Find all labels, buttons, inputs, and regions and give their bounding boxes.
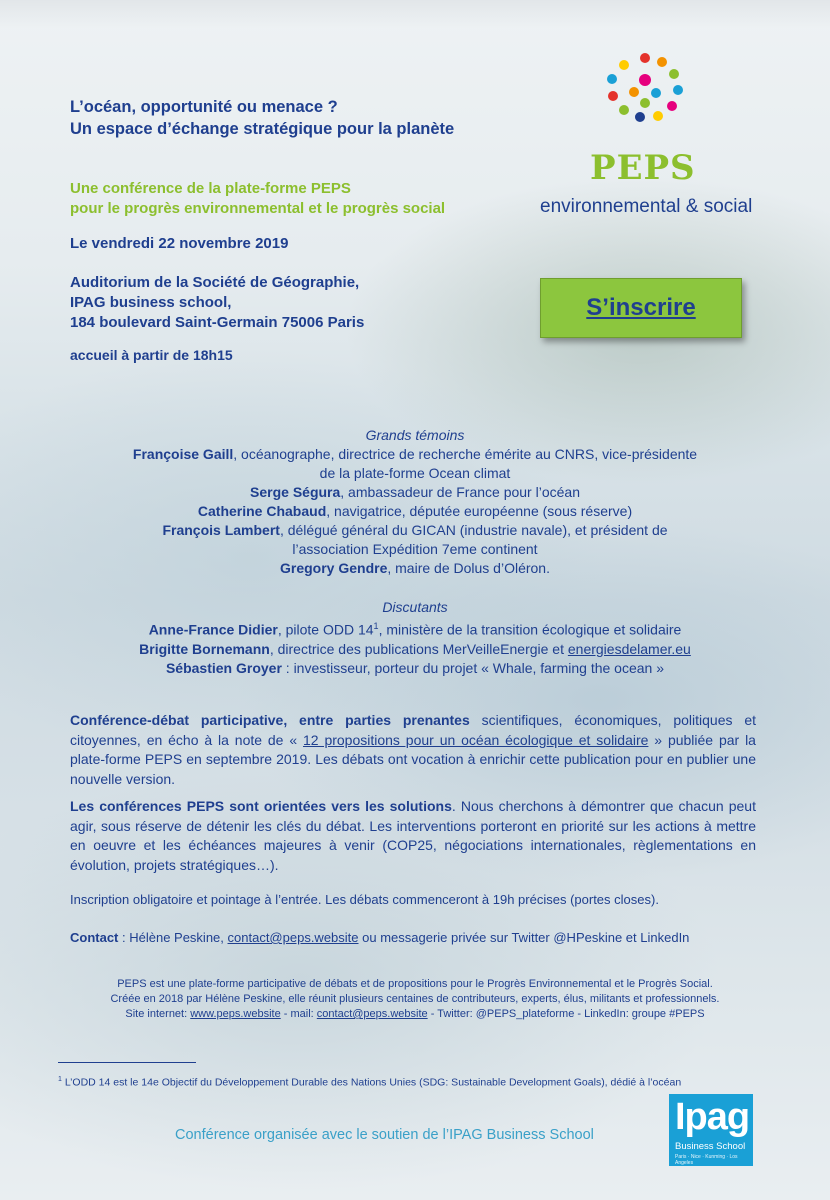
temoin-desc: , ambassadeur de France pour l’océan: [340, 484, 580, 500]
temoin-4: [40, 521, 790, 540]
event-title: [70, 96, 454, 140]
grands-temoins-section: [40, 426, 790, 578]
temoin-desc: , délégué général du GICAN (industrie navale), et président de: [279, 522, 668, 538]
temoin-5: [40, 559, 790, 578]
subtitle-line-2: pour le progrès environnemental et le progrès social: [70, 200, 446, 217]
subtitle-line-1: Une conférence de la plate-forme PEPS: [70, 180, 351, 197]
about-line-3: [40, 1007, 790, 1022]
discutant-desc: , pilote ODD 14: [277, 621, 374, 638]
discutant-desc-cont: , ministère de la transition écologique et solidaire: [378, 621, 682, 638]
paragraph-conference: [70, 711, 756, 789]
about-line-1: PEPS est une plate-forme participative de débats et de propositions pour le Progrès Environnemental et le Progrès Social.: [117, 978, 713, 990]
ipag-logo-subtitle: Business School: [675, 1141, 746, 1152]
temoin-2: [40, 483, 790, 502]
paragraph-solutions: [70, 797, 756, 875]
temoin-desc: , maire de Dolus d’Oléron.: [387, 560, 550, 576]
people-circle-logo-icon: [600, 50, 690, 122]
paragraph-text: scientifiques, économiques, politiques et citoyennes, en écho à la note de «: [70, 712, 757, 748]
event-address: [70, 273, 364, 333]
peps-tagline: environnemental & social: [540, 196, 753, 217]
temoin-3: [40, 502, 790, 521]
discutant-2: [40, 640, 790, 659]
contact-label: Contact: [70, 930, 119, 945]
social-text: - Twitter: @PEPS_plateforme - LinkedIn: groupe #PEPS: [427, 1008, 705, 1020]
mail-link[interactable]: contact@peps.website: [316, 1008, 428, 1020]
grands-temoins-heading: Grands témoins: [365, 427, 465, 443]
discutant-desc: : investisseur, porteur du projet « Whale, farming the ocean »: [281, 659, 665, 676]
address-line-3: 184 boulevard Saint-Germain 75006 Paris: [70, 314, 365, 331]
temoin-name: Serge Ségura: [250, 484, 341, 500]
temoin-name: Françoise Gaill: [132, 446, 234, 462]
ipag-logo-word: Ipag: [675, 1096, 750, 1138]
footnote-mark: 1: [58, 1076, 62, 1083]
site-label: Site internet:: [125, 1008, 191, 1020]
propositions-link[interactable]: 12 propositions pour un océan écologique et solidaire: [303, 731, 649, 748]
discutant-name: Sébastien Groyer: [165, 659, 282, 676]
temoin-name: Catherine Chabaud: [197, 503, 327, 519]
temoin-4-cont: l’association Expédition 7eme continent: [292, 541, 538, 557]
event-subtitle: [70, 179, 445, 219]
temoin-name: François Lambert: [162, 522, 280, 538]
paragraph-lead: Les conférences PEPS sont orientées vers les solutions: [70, 798, 452, 814]
register-button[interactable]: S’inscrire: [540, 278, 742, 338]
about-line-2: Créée en 2018 par Hélène Peskine, elle réunit plusieurs centaines de contributeurs, experts, élus, militants et professionnels.: [110, 993, 720, 1005]
discutant-name: Anne-France Didier: [148, 621, 278, 638]
footnote-ref: 1: [373, 621, 379, 631]
discutants-section: [40, 598, 790, 678]
title-line-1: L’océan, opportunité ou menace ?: [70, 98, 338, 116]
about-peps: [40, 977, 790, 1022]
temoin-1: [40, 445, 790, 464]
welcome-time: accueil à partir de 18h15: [70, 347, 233, 363]
peps-logo-word: PEPS: [590, 148, 696, 188]
top-shadow: [0, 0, 830, 28]
contact-text: : Hélène Peskine,: [118, 930, 228, 945]
title-line-2: Un espace d’échange stratégique pour la planète: [70, 120, 455, 138]
contact-email-link[interactable]: contact@peps.website: [227, 930, 359, 945]
paragraph-text: . Nous cherchons à démontrer que chacun peut agir, sous réserve de détenir les clés du débat. Les interventions porteront en priorité sur les actions à mettre en oeuvre et les échéances majeures à venir (COP25, négociations internationales, règlementations en évolution, projets stratégiques…).: [70, 798, 756, 873]
address-line-2: IPAG business school,: [70, 294, 232, 311]
discutant-desc: , directrice des publications MerVeilleEnergie et: [269, 640, 568, 657]
sponsor-text: Conférence organisée avec le soutien de l’IPAG Business School: [175, 1127, 594, 1143]
temoin-1-cont: de la plate-forme Ocean climat: [319, 465, 511, 481]
event-date: Le vendredi 22 novembre 2019: [70, 235, 289, 252]
discutants-heading: Discutants: [382, 599, 448, 615]
contact-line: [70, 928, 756, 948]
energiesdelamer-link[interactable]: energiesdelamer.eu: [567, 640, 691, 657]
temoin-desc: , océanographe, directrice de recherche émérite au CNRS, vice-présidente: [233, 446, 698, 462]
paragraph-lead: Conférence-débat participative, entre parties prenantes: [70, 712, 470, 728]
mail-label: - mail:: [280, 1008, 317, 1020]
address-line-1: Auditorium de la Société de Géographie,: [70, 274, 360, 291]
paragraph-text-cont: » publiée par la plate-forme PEPS en septembre 2019. Les débats ont vocation à enrichir cette publication pour en publier une nouvelle version.: [70, 731, 756, 787]
contact-text-cont: ou messagerie privée sur Twitter @HPeskine et LinkedIn: [358, 930, 690, 945]
ipag-logo-cities: Paris · Nice · Kunming · Los Angeles: [675, 1154, 738, 1166]
footnote: [58, 1076, 681, 1089]
paragraph-inscription: Inscription obligatoire et pointage à l’entrée. Les débats commenceront à 19h précises (portes closes).: [70, 892, 659, 907]
discutant-name: Brigitte Bornemann: [139, 640, 270, 657]
discutant-3: [40, 659, 790, 678]
temoin-desc: , navigatrice, députée européenne (sous réserve): [326, 503, 633, 519]
footnote-divider: [58, 1062, 196, 1063]
site-link[interactable]: www.peps.website: [190, 1008, 281, 1020]
footnote-text: L’ODD 14 est le 14e Objectif du Développement Durable des Nations Unies (SDG: Sustainable Development Goals), dédié à l’océan: [61, 1076, 682, 1089]
ipag-logo: [669, 1094, 753, 1166]
discutant-1: [40, 617, 790, 640]
temoin-name: Gregory Gendre: [279, 560, 388, 576]
